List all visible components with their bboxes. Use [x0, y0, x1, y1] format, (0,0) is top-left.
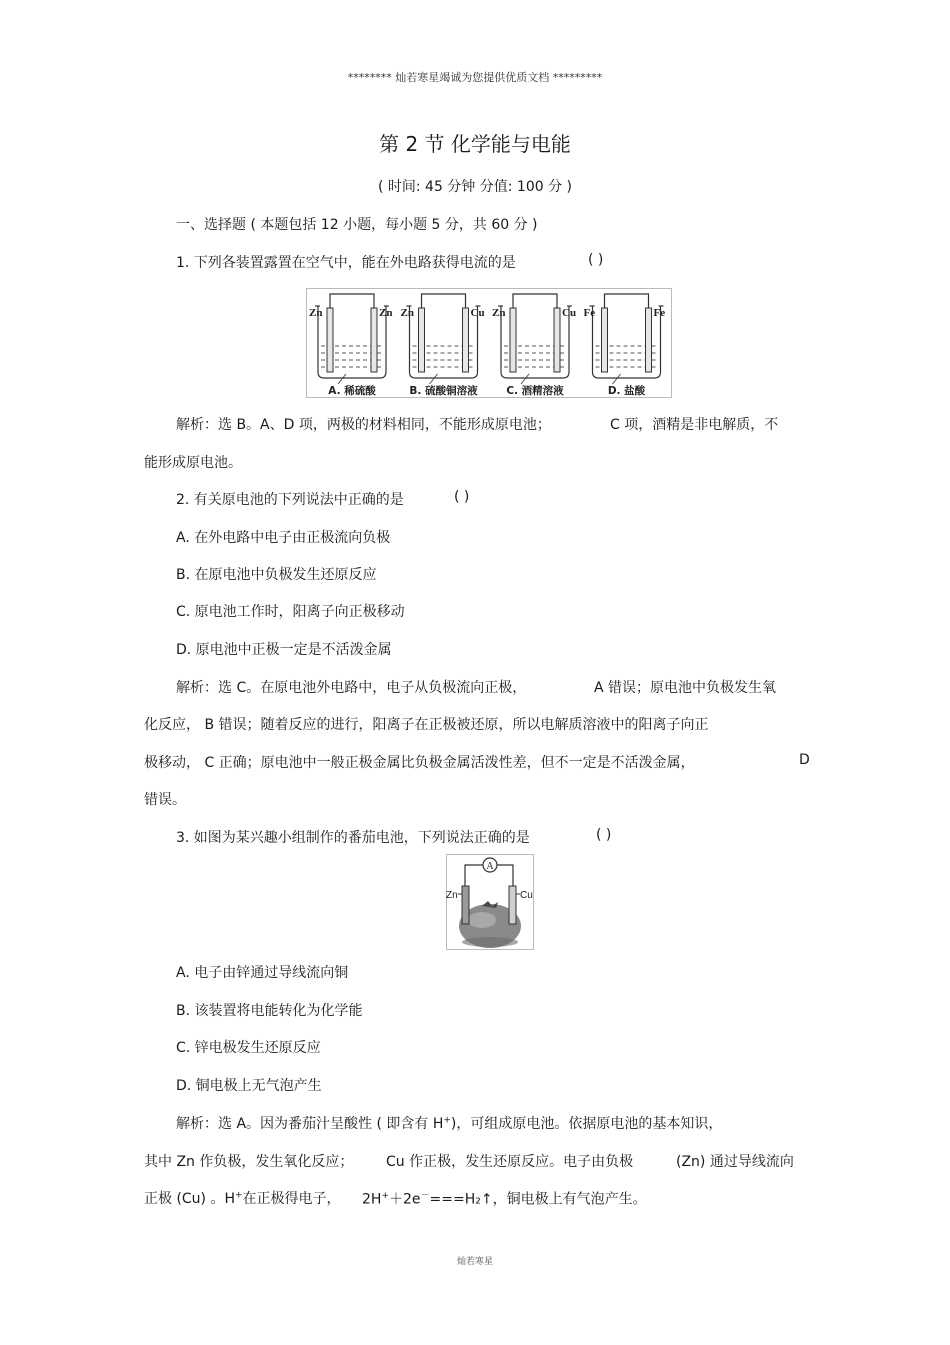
electrode-label-left: Zn [492, 307, 506, 319]
question-2-analysis-line3-end: D [799, 752, 810, 768]
question-1-analysis-cont: C 项，酒精是非电解质，不 [610, 417, 779, 433]
question-2-option-b: B. 在原电池中负极发生还原反应 [176, 567, 377, 583]
equation-part: ＋2e [388, 1191, 421, 1208]
question-1-analysis: 解析：选 B。A、D 项，两极的材料相同，不能形成原电池； [176, 417, 551, 433]
superscript: + [443, 1115, 451, 1126]
cell-caption: A. 稀硫酸 [328, 385, 376, 397]
tomato-battery-figure [446, 854, 534, 950]
question-3-option-d: D. 铜电极上无气泡产生 [176, 1078, 322, 1094]
electrode-label-left: Fe [583, 307, 596, 319]
electrode-label-right: Fe [653, 307, 666, 319]
cell-caption: C. 酒精溶液 [506, 385, 564, 397]
electrode-left [510, 308, 516, 372]
question-2-option-a: A. 在外电路中电子由正极流向负极 [176, 530, 391, 546]
question-2-answer-blank: ( ) [454, 489, 470, 505]
page-footer: 灿若寒星 [456, 1257, 493, 1267]
exam-info: ( 时间: 45 分钟 分值: 100 分 ) [377, 179, 573, 195]
question-2-analysis-line3: 极移动， C 正确；原电池中一般正极金属比负极金属活泼性差，但不一定是不活泼金属， [144, 755, 695, 771]
question-3-equation [362, 1188, 647, 1209]
electrode-left [327, 308, 333, 372]
question-3-option-b: B. 该装置将电能转化为化学能 [176, 1003, 363, 1019]
question-3-stem: 3. 如图为某兴趣小组制作的番茄电池，下列说法正确的是 [176, 830, 530, 846]
electrode-right [463, 308, 469, 372]
question-3-analysis-part: 解析：选 A。因为番茄汁呈酸性 ( 即含有 H [176, 1116, 444, 1132]
superscript: － [420, 1191, 430, 1201]
electrode-label-right: Zn [379, 307, 393, 319]
question-2-analysis-line2: 化反应， B 错误；随着反应的进行，阳离子在正极被还原，所以电解质溶液中的阳离子向正 [144, 717, 709, 733]
cell-apparatus-figure [306, 288, 672, 398]
electrode-left [419, 308, 425, 372]
question-3-option-c: C. 锌电极发生还原反应 [176, 1040, 321, 1056]
question-3-answer-blank: ( ) [596, 827, 612, 843]
question-1-stem: 1. 下列各装置露置在空气中，能在外电路获得电流的是 [176, 255, 516, 271]
page-title: 第 2 节 化学能与电能 [379, 132, 571, 156]
superscript: + [235, 1190, 243, 1201]
electrode-right [646, 308, 652, 372]
electrode-right [554, 308, 560, 372]
electrode-label-left: Zn [400, 307, 414, 319]
figure-frame [307, 289, 672, 398]
question-3-analysis-part: )，可组成原电池。依据原电池的基本知识， [450, 1116, 723, 1132]
section-heading: 一、选择题 ( 本题包括 12 小题，每小题 5 分，共 60 分 ) [176, 217, 538, 233]
equation-part: 2H [362, 1191, 382, 1208]
electrode-label-right: Cu [470, 307, 485, 319]
electrode-right [371, 308, 377, 372]
electrode-left [602, 308, 608, 372]
cell-caption: B. 硫酸铜溶液 [409, 385, 478, 397]
question-3-analysis-line2a: 其中 Zn 作负极，发生氧化反应； [144, 1154, 354, 1170]
question-1-answer-blank: ( ) [588, 252, 604, 268]
question-2-analysis-line4: 错误。 [144, 792, 186, 808]
ammeter-label: A [486, 861, 494, 872]
equation-part: ===H₂↑，铜电极上有气泡产生。 [429, 1191, 647, 1208]
question-2-option-d: D. 原电池中正极一定是不活泼金属 [176, 642, 392, 658]
question-1-analysis-end: 能形成原电池。 [144, 455, 242, 471]
question-3-analysis-line3 [144, 1188, 341, 1208]
cell-caption: D. 盐酸 [607, 385, 646, 397]
page-header: ******** 灿若寒星竭诚为您提供优质文档 ********* [347, 71, 603, 84]
question-2-analysis: 解析：选 C。在原电池外电路中，电子从负极流向正极， [176, 680, 527, 696]
question-3-analysis-part: 在正极得电子， [242, 1191, 341, 1207]
electrode-label-right: Cu [562, 307, 577, 319]
superscript: + [381, 1191, 389, 1201]
question-3-analysis [176, 1113, 722, 1133]
question-3-analysis-part: 正极 (Cu) 。H [144, 1191, 235, 1207]
question-3-analysis-line2b: Cu 作正极，发生还原反应。电子由负极 [386, 1154, 634, 1170]
question-2-analysis-cont: A 错误；原电池中负极发生氧 [594, 680, 777, 696]
question-2-stem: 2. 有关原电池的下列说法中正确的是 [176, 492, 404, 508]
electrode-label-left: Zn [309, 307, 323, 319]
zn-electrode-label: Zn [446, 890, 458, 901]
question-3-option-a: A. 电子由锌通过导线流向铜 [176, 965, 349, 981]
question-2-option-c: C. 原电池工作时，阳离子向正极移动 [176, 604, 405, 620]
cu-electrode-label: Cu [520, 890, 533, 901]
question-3-analysis-line2c: (Zn) 通过导线流向 [676, 1154, 794, 1170]
